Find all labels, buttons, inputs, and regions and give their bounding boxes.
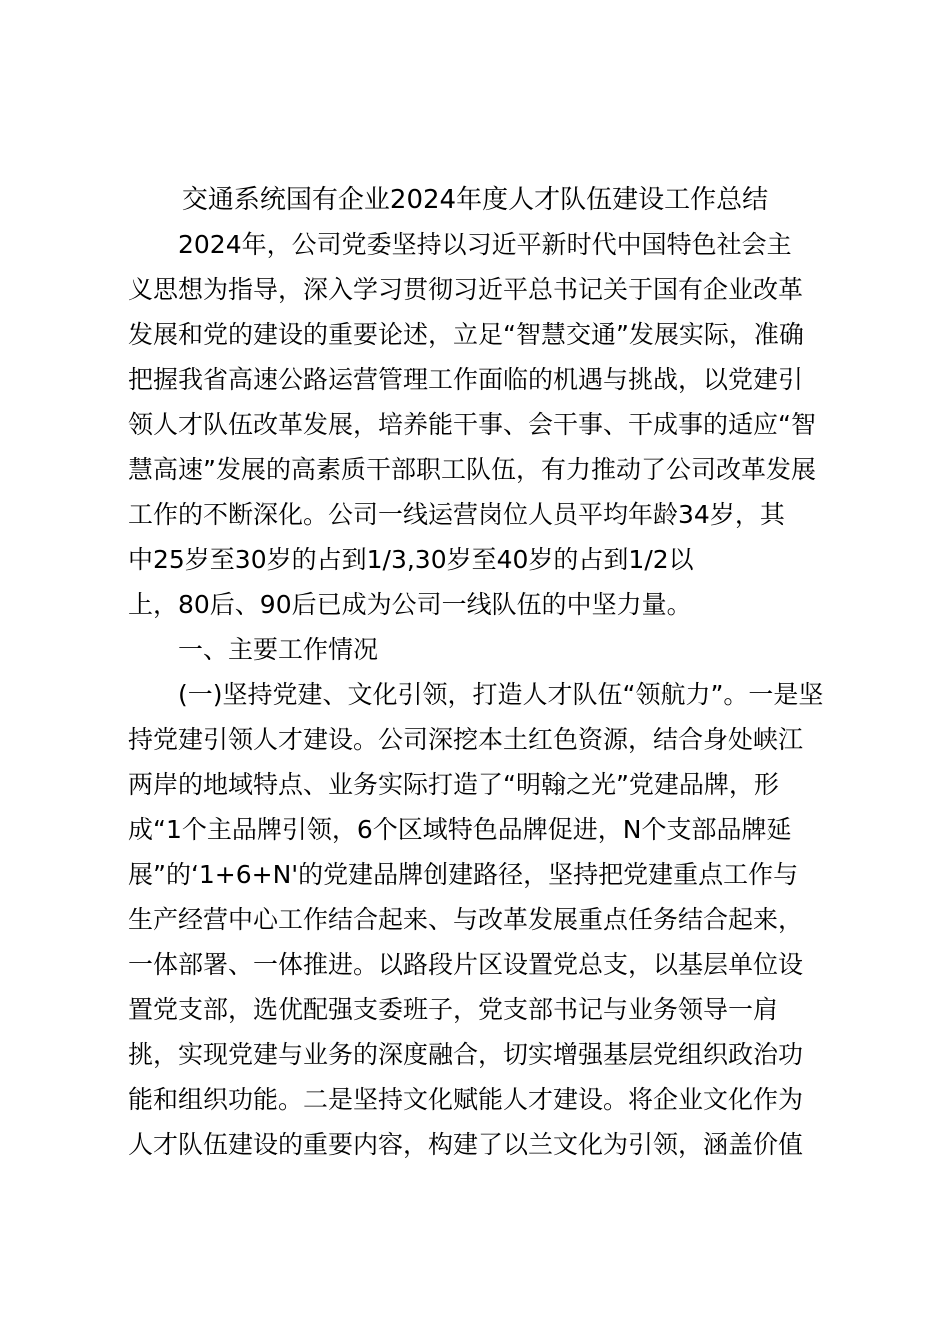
paragraph-line: 把握我省高速公路运营管理工作面临的机遇与挑战，以党建引 [128, 365, 804, 394]
paragraph-line: 发展和党的建设的重要论述，立足“智慧交通”发展实际，准确 [128, 320, 804, 349]
paragraph-line: 一体部署、一体推进。以路段片区设置党总支，以基层单位设 [128, 950, 804, 979]
paragraph-line: 持党建引领人才建设。公司深挖本土红色资源，结合身处峡江 [128, 725, 804, 754]
paragraph-line: 成“1个主品牌引领，6个区域特色品牌促进，N个支部品牌延 [128, 815, 792, 844]
paragraph-line: (一)坚持党建、文化引领，打造人才队伍“领航力”。一是坚 [178, 680, 824, 709]
paragraph-line: 2024年，公司党委坚持以习近平新时代中国特色社会主 [178, 230, 792, 259]
paragraph-line: 人才队伍建设的重要内容，构建了以兰文化为引领，涵盖价值 [128, 1130, 804, 1159]
paragraph-line: 领人才队伍改革发展，培养能干事、会干事、干成事的适应“智 [128, 410, 816, 439]
paragraph-line: 工作的不断深化。公司一线运营岗位人员平均年龄34岁，其 [128, 500, 785, 529]
paragraph-line: 慧高速”发展的高素质干部职工队伍，有力推动了公司改革发展 [128, 455, 816, 484]
paragraph-line: 挑，实现党建与业务的深度融合，切实增强基层党组织政治功 [128, 1040, 804, 1069]
paragraph-line: 置党支部，选优配强支委班子，党支部书记与业务领导一肩 [128, 995, 779, 1024]
paragraph-line: 生产经营中心工作结合起来、与改革发展重点任务结合起来， [128, 905, 804, 934]
document-title: 交通系统国有企业2024年度人才队伍建设工作总结 [181, 185, 769, 215]
paragraph-line: 两岸的地域特点、业务实际打造了“明翰之光”党建品牌，形 [128, 770, 779, 799]
section-heading: 一、主要工作情况 [178, 635, 379, 664]
paragraph-line: 中25岁至30岁的占到1/3,30岁至40岁的占到1/2以 [128, 545, 694, 574]
paragraph-line: 展”的‘1+6+N'的党建品牌创建路径，坚持把党建重点工作与 [128, 860, 799, 889]
paragraph-line: 能和组织功能。二是坚持文化赋能人才建设。将企业文化作为 [128, 1085, 804, 1114]
paragraph-line: 上，80后、90后已成为公司一线队伍的中坚力量。 [128, 590, 692, 619]
paragraph-line: 义思想为指导，深入学习贯彻习近平总书记关于国有企业改革 [128, 275, 804, 304]
